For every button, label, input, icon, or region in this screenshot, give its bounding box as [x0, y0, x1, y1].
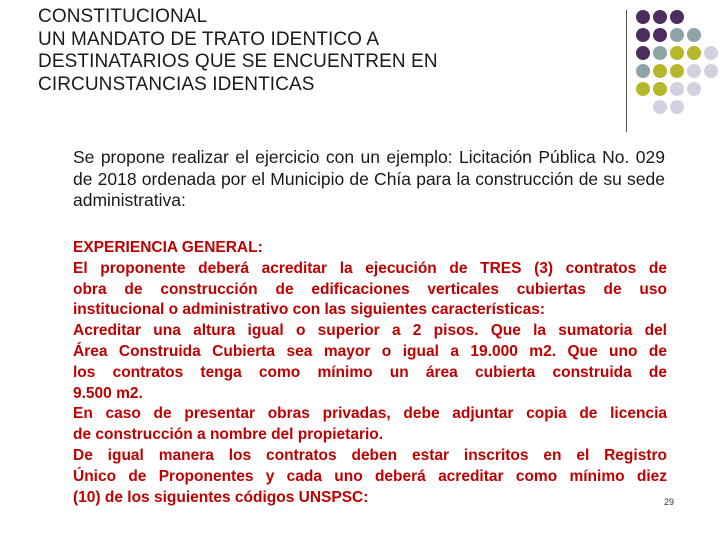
- body-line: de construcción a nombre del propietario.: [73, 426, 384, 444]
- decorative-dot: [653, 100, 667, 114]
- decorative-divider-line: [626, 10, 627, 132]
- intro-paragraph: Se propone realizar el ejercicio con un ejemplo: Licitación Pública No. 029 de 2018 ordenada por el Municipio de Chía para la construcción de su sede administrativa:: [73, 147, 665, 210]
- body-line: obra de construcción de edificaciones verticales cubiertas de uso: [73, 280, 667, 298]
- page-number: 29: [664, 497, 675, 507]
- decorative-dot: [636, 64, 650, 78]
- decorative-dot: [636, 10, 650, 24]
- body-line: De igual manera los contratos deben estar inscritos en el Registro: [73, 446, 667, 464]
- decorative-dot: [687, 64, 701, 78]
- decorative-dot: [653, 46, 667, 60]
- slide-title: [38, 6, 598, 96]
- decorative-dot: [653, 82, 667, 96]
- body-line: (10) de los siguientes códigos UNSPSC:: [73, 488, 369, 506]
- requirements-text: [73, 238, 667, 508]
- decorative-dot: [670, 10, 684, 24]
- decorative-dot: [687, 46, 701, 60]
- body-line: EXPERIENCIA GENERAL:: [73, 239, 263, 256]
- title-line: CIRCUNSTANCIAS IDENTICAS: [38, 73, 315, 95]
- body-line: 9.500 m2.: [73, 384, 143, 402]
- decorative-dot: [636, 82, 650, 96]
- body-line: Único de Proponentes y cada uno deberá acreditar como mínimo diez: [73, 467, 667, 485]
- body-line: Acreditar una altura igual o superior a 2 pisos. Que la sumatoria del: [73, 322, 667, 340]
- decorative-dot: [636, 46, 650, 60]
- body-line: Área Construida Cubierta sea mayor o igual a 19.000 m2. Que uno de: [73, 342, 667, 360]
- body-line: En caso de presentar obras privadas, debe adjuntar copia de licencia: [73, 405, 667, 423]
- decorative-dot: [653, 28, 667, 42]
- decorative-dot: [636, 28, 650, 42]
- title-line: DESTINATARIOS QUE SE ENCUENTREN EN: [38, 51, 438, 72]
- title-line: UN MANDATO DE TRATO IDENTICO A: [38, 28, 380, 50]
- body-line: El proponente deberá acreditar la ejecución de TRES (3) contratos de: [73, 259, 667, 277]
- decorative-dot: [704, 64, 718, 78]
- decorative-dot: [687, 28, 701, 42]
- decorative-dot: [670, 28, 684, 42]
- body-line: institucional o administrativo con las siguientes características:: [73, 301, 546, 319]
- decorative-dot: [653, 64, 667, 78]
- decorative-dot: [704, 46, 718, 60]
- decorative-dot: [670, 64, 684, 78]
- decorative-dot: [670, 82, 684, 96]
- decorative-dot: [670, 100, 684, 114]
- body-line: los contratos tenga como mínimo un área cubierta construida de: [73, 363, 667, 381]
- decorative-dot: [653, 10, 667, 24]
- decorative-dot: [687, 82, 701, 96]
- decorative-dot-grid: [636, 10, 720, 120]
- title-line: CONSTITUCIONAL: [38, 6, 208, 27]
- decorative-dot: [670, 46, 684, 60]
